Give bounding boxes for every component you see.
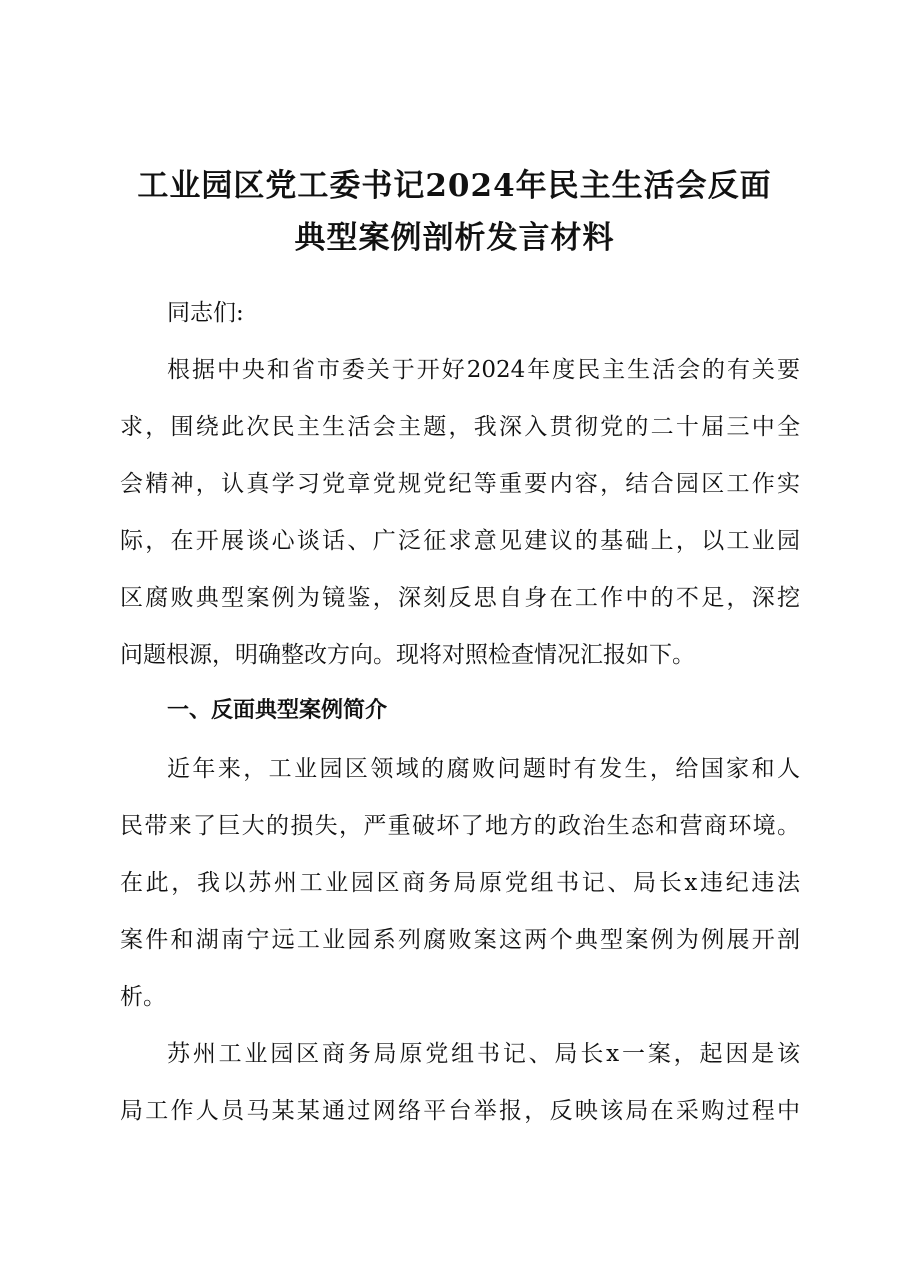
paragraph-1-line-6: 问题根源，明确整改方向。现将对照检查情况汇报如下。 bbox=[120, 642, 695, 668]
paragraph-1-line-2: 求，围绕此次民主生活会主题，我深入贯彻党的二十届三中全 bbox=[120, 414, 800, 440]
document-title-line-1: 工业园区党工委书记2024年民主生活会反面 bbox=[137, 168, 772, 204]
paragraph-2-line-2: 民带来了巨大的损失，严重破坏了地方的政治生态和营商环境。 bbox=[120, 813, 800, 839]
salutation: 同志们: bbox=[167, 300, 244, 326]
paragraph-2-line-4: 案件和湖南宁远工业园系列腐败案这两个典型案例为例展开剖 bbox=[120, 927, 800, 953]
paragraph-1-line-3: 会精神，认真学习党章党规党纪等重要内容，结合园区工作实 bbox=[120, 471, 800, 497]
paragraph-1-line-4: 际，在开展谈心谈话、广泛征求意见建议的基础上，以工业园 bbox=[120, 528, 800, 554]
paragraph-2-line-3: 在此，我以苏州工业园区商务局原党组书记、局长x违纪违法 bbox=[120, 870, 800, 896]
document-title-line-2: 典型案例剖析发言材料 bbox=[294, 220, 615, 256]
paragraph-3-line-2: 局工作人员马某某通过网络平台举报，反映该局在采购过程中 bbox=[120, 1098, 800, 1124]
paragraph-2-line-5: 析。 bbox=[120, 984, 166, 1010]
paragraph-3-line-1: 苏州工业园区商务局原党组书记、局长x一案，起因是该 bbox=[167, 1041, 800, 1067]
section-1-heading: 一、反面典型案例简介 bbox=[167, 698, 388, 723]
paragraph-1-line-5: 区腐败典型案例为镜鉴，深刻反思自身在工作中的不足，深挖 bbox=[120, 585, 800, 611]
paragraph-1-line-1: 根据中央和省市委关于开好2024年度民主生活会的有关要 bbox=[167, 357, 800, 383]
paragraph-2-line-1: 近年来，工业园区领域的腐败问题时有发生，给国家和人 bbox=[167, 756, 800, 782]
